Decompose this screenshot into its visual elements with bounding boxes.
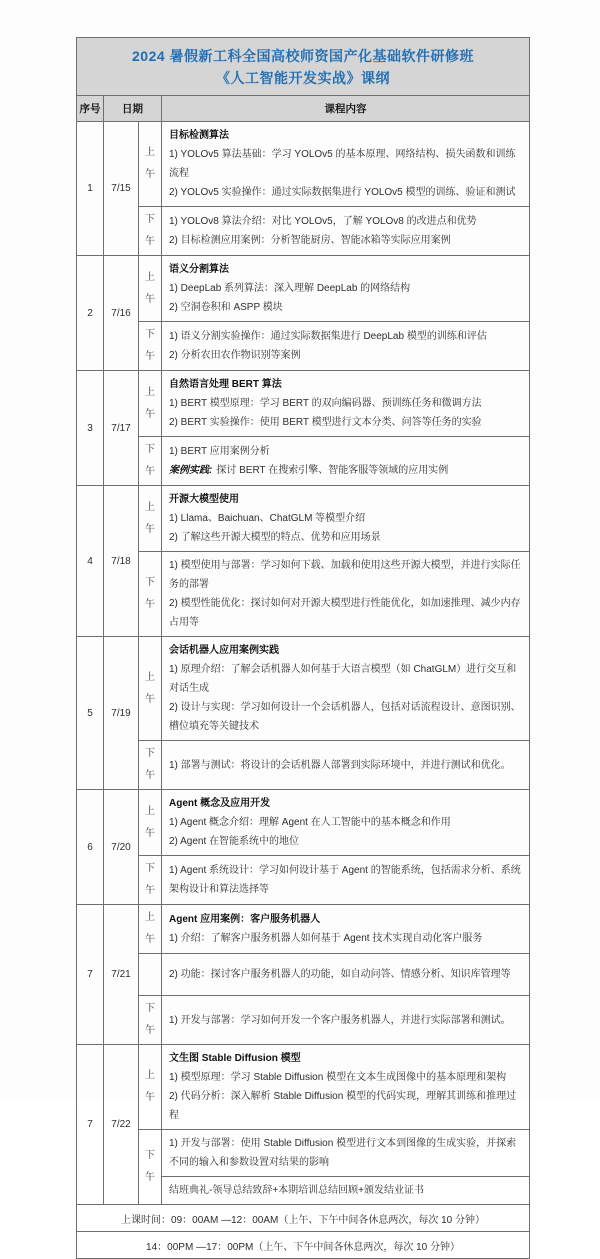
session-content bbox=[162, 486, 530, 552]
table-row bbox=[77, 122, 530, 207]
session-content bbox=[162, 996, 530, 1045]
time-label: 上午 bbox=[145, 671, 155, 705]
session-content bbox=[162, 552, 530, 637]
session-content-ceremony bbox=[162, 1177, 530, 1205]
course-item: 2) 代码分析：深入解析 Stable Diffusion 模型的代码实现，理解其训练和推理过程 bbox=[169, 1091, 517, 1121]
time-label: 上午 bbox=[145, 271, 155, 305]
day-index: 2 bbox=[77, 256, 104, 371]
table-row bbox=[77, 322, 530, 371]
session-time-pm bbox=[139, 437, 162, 486]
column-header-index: 序号 bbox=[77, 96, 104, 122]
column-header-content: 课程内容 bbox=[162, 96, 530, 122]
session-content bbox=[162, 1045, 530, 1130]
course-item: 1) 开发与部署：学习如何开发一个客户服务机器人，并进行实际部署和测试。 bbox=[169, 1014, 511, 1026]
session-heading: 语义分割算法 bbox=[169, 264, 229, 275]
session-content bbox=[162, 1130, 530, 1177]
course-item: 2) 设计与实现：学习如何设计一个会话机器人，包括对话流程设计、意图识别、槽位填充等关键技术 bbox=[169, 702, 521, 732]
course-item: 1) 部署与测试：将设计的会话机器人部署到实际环境中，并进行测试和优化。 bbox=[169, 759, 511, 771]
session-content bbox=[162, 856, 530, 905]
session-time-pm bbox=[139, 996, 162, 1045]
session-content bbox=[162, 637, 530, 741]
table-row bbox=[77, 552, 530, 637]
session-heading: Agent 应用案例：客户服务机器人 bbox=[169, 914, 321, 925]
time-label: 上午 bbox=[145, 912, 155, 945]
course-item: 2) 分析农田农作物识别等案例 bbox=[169, 350, 301, 361]
session-time-am bbox=[139, 905, 162, 954]
title-line-2: 《人工智能开发实战》课纲 bbox=[216, 70, 391, 86]
table-row bbox=[77, 207, 530, 256]
course-item: 2) BERT 实验操作：使用 BERT 模型进行文本分类、问答等任务的实验 bbox=[169, 417, 482, 428]
day-date: 7/18 bbox=[104, 486, 139, 637]
session-content bbox=[162, 741, 530, 790]
session-content bbox=[162, 256, 530, 322]
course-item: 1) 开发与部署：使用 Stable Diffusion 模型进行文本到图像的生成实验，并探索不同的输入和参数设置对结果的影响 bbox=[169, 1138, 517, 1168]
table-row bbox=[77, 1130, 530, 1177]
time-label: 下午 bbox=[145, 329, 155, 362]
day-date: 7/21 bbox=[104, 905, 139, 1045]
course-item: 1) Agent 概念介绍：理解 Agent 在人工智能中的基本概念和作用 bbox=[169, 817, 451, 828]
table-row bbox=[77, 1045, 530, 1130]
course-item: 2) 目标检测应用案例：分析智能厨房、智能冰箱等实际应用案例 bbox=[169, 235, 451, 246]
note-label: 案例实践: bbox=[169, 465, 213, 476]
table-row bbox=[77, 371, 530, 437]
day-date: 7/19 bbox=[104, 637, 139, 790]
session-content bbox=[162, 371, 530, 437]
course-item: 1) BERT 模型原理：学习 BERT 的双向编码器、预训练任务和微调方法 bbox=[169, 398, 482, 409]
course-item: 2) Agent 在智能系统中的地位 bbox=[169, 836, 300, 847]
course-item: 1) YOLOv8 算法介绍：对比 YOLOv5，了解 YOLOv8 的改进点和优势 bbox=[169, 216, 477, 227]
session-content bbox=[162, 954, 530, 996]
table-row bbox=[77, 856, 530, 905]
time-label: 下午 bbox=[145, 577, 155, 610]
course-item: 2) 了解这些开源大模型的特点、优势和应用场景 bbox=[169, 532, 381, 543]
footer-row bbox=[77, 1232, 530, 1259]
course-item: 1) BERT 应用案例分析 bbox=[169, 446, 270, 457]
session-heading: 自然语言处理 BERT 算法 bbox=[169, 379, 282, 390]
session-heading: 开源大模型使用 bbox=[169, 494, 239, 505]
session-content bbox=[162, 122, 530, 207]
session-time-pm bbox=[139, 552, 162, 637]
table-row bbox=[77, 256, 530, 322]
session-heading: 目标检测算法 bbox=[169, 130, 229, 141]
table-row bbox=[77, 437, 530, 486]
course-item: 1) 语义分割实验操作：通过实际数据集进行 DeepLab 模型的训练和评估 bbox=[169, 331, 487, 342]
session-time-empty bbox=[139, 954, 162, 996]
time-label: 下午 bbox=[145, 748, 155, 781]
course-item: 1) 原理介绍：了解会话机器人如何基于大语言模型（如 ChatGLM）进行交互和对话生成 bbox=[169, 664, 517, 694]
time-label: 下午 bbox=[145, 1150, 155, 1183]
course-item: 1) DeepLab 系列算法：深入理解 DeepLab 的网络结构 bbox=[169, 283, 411, 294]
day-date: 7/16 bbox=[104, 256, 139, 371]
session-content bbox=[162, 790, 530, 856]
table-row bbox=[77, 790, 530, 856]
day-date: 7/17 bbox=[104, 371, 139, 486]
session-heading: 会话机器人应用案例实践 bbox=[169, 645, 279, 656]
session-time-pm bbox=[139, 207, 162, 256]
course-item: 2) 模型性能优化：探讨如何对开源大模型进行性能优化，如加速推理、减少内存占用等 bbox=[169, 598, 521, 628]
course-item: 2) 功能：探讨客户服务机器人的功能，如自动问答、情感分析、知识库管理等 bbox=[169, 969, 511, 980]
day-date: 7/15 bbox=[104, 122, 139, 256]
day-index: 1 bbox=[77, 122, 104, 256]
day-index: 3 bbox=[77, 371, 104, 486]
session-content bbox=[162, 207, 530, 256]
session-time-am bbox=[139, 371, 162, 437]
session-time-am bbox=[139, 790, 162, 856]
course-item: 1) Agent 系统设计：学习如何设计基于 Agent 的智能系统，包括需求分析、系统架构设计和算法选择等 bbox=[169, 865, 521, 895]
time-label: 下午 bbox=[145, 214, 155, 247]
note-text: 探讨 BERT 在搜索引擎、智能客服等领域的应用实例 bbox=[216, 465, 449, 476]
day-index: 4 bbox=[77, 486, 104, 637]
column-header-row bbox=[77, 96, 530, 122]
course-item: 1) 介绍：了解客户服务机器人如何基于 Agent 技术实现自动化客户服务 bbox=[169, 933, 483, 944]
session-time-am bbox=[139, 1045, 162, 1130]
course-item: 1) 模型原理：学习 Stable Diffusion 模型在文本生成图像中的基本原理和架构 bbox=[169, 1072, 507, 1083]
session-heading: Agent 概念及应用开发 bbox=[169, 798, 271, 809]
course-item: 结班典礼-领导总结致辞+本期培训总结回顾+颁发结业证书 bbox=[169, 1185, 425, 1196]
session-content bbox=[162, 322, 530, 371]
day-index: 7 bbox=[77, 905, 104, 1045]
session-time-pm bbox=[139, 1130, 162, 1205]
session-time-am bbox=[139, 122, 162, 207]
document-title bbox=[77, 38, 530, 96]
time-label: 上午 bbox=[145, 805, 155, 839]
session-time-am bbox=[139, 637, 162, 741]
time-label: 下午 bbox=[145, 863, 155, 896]
session-time-pm bbox=[139, 856, 162, 905]
table-row bbox=[77, 905, 530, 954]
time-label: 上午 bbox=[145, 501, 155, 535]
session-content bbox=[162, 905, 530, 954]
time-label: 上午 bbox=[145, 386, 155, 420]
session-time-am bbox=[139, 486, 162, 552]
course-item: 1) 模型使用与部署：学习如何下载、加载和使用这些开源大模型，并进行实际任务的部署 bbox=[169, 560, 521, 590]
time-label: 上午 bbox=[145, 147, 155, 180]
session-content bbox=[162, 437, 530, 486]
course-item: 1) Llama、Baichuan、ChatGLM 等模型介绍 bbox=[169, 513, 366, 524]
session-time-pm bbox=[139, 322, 162, 371]
course-item: 2) 空洞卷积和 ASPP 模块 bbox=[169, 302, 283, 313]
time-label: 下午 bbox=[145, 444, 155, 477]
time-label: 上午 bbox=[145, 1070, 155, 1103]
day-index: 7 bbox=[77, 1045, 104, 1205]
class-time-line-1: 上课时间：09：00AM —12：00AM（上午、下午中间各休息两次，每次 10 分钟） bbox=[77, 1205, 530, 1232]
title-line-1: 2024 暑假新工科全国高校师资国产化基础软件研修班 bbox=[132, 48, 475, 64]
title-row bbox=[77, 38, 530, 96]
day-index: 6 bbox=[77, 790, 104, 905]
day-index: 5 bbox=[77, 637, 104, 790]
session-time-pm bbox=[139, 741, 162, 790]
session-time-am bbox=[139, 256, 162, 322]
session-heading: 文生图 Stable Diffusion 模型 bbox=[169, 1053, 301, 1064]
course-note bbox=[169, 461, 522, 480]
table-row bbox=[77, 996, 530, 1045]
course-schedule-table bbox=[76, 37, 530, 1259]
footer-row bbox=[77, 1205, 530, 1232]
table-row bbox=[77, 954, 530, 996]
table-row bbox=[77, 637, 530, 741]
day-date: 7/22 bbox=[104, 1045, 139, 1205]
table-row bbox=[77, 741, 530, 790]
day-date: 7/20 bbox=[104, 790, 139, 905]
table-row bbox=[77, 486, 530, 552]
course-item: 2) YOLOv5 实验操作：通过实际数据集进行 YOLOv5 模型的训练、验证和测试 bbox=[169, 187, 516, 198]
class-time-line-2: 14：00PM —17：00PM（上午、下午中间各休息两次，每次 10 分钟） bbox=[77, 1232, 530, 1259]
column-header-date: 日期 bbox=[104, 96, 162, 122]
time-label: 下午 bbox=[145, 1003, 155, 1036]
course-item: 1) YOLOv5 算法基础：学习 YOLOv5 的基本原理、网络结构、损失函数和训练流程 bbox=[169, 149, 516, 179]
